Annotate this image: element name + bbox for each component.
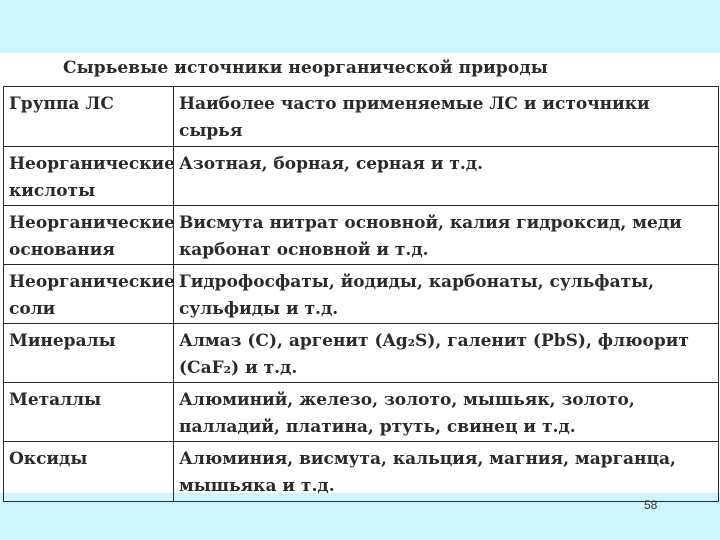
group-cell: Минералы xyxy=(4,324,174,383)
raw-materials-table xyxy=(3,86,719,502)
table-row xyxy=(4,147,719,206)
group-cell: Оксиды xyxy=(4,442,174,502)
table-row xyxy=(4,206,719,265)
sources-cell: Алюминия, висмута, кальция, магния, марганца, мышьяка и т.д. xyxy=(174,442,719,502)
header-sources-cell: Наиболее часто применяемые ЛС и источники сырья xyxy=(174,87,719,147)
table-title: Сырьевые источники неорганической природы xyxy=(63,58,548,78)
table-row xyxy=(4,383,719,442)
table-row xyxy=(4,442,719,502)
group-cell: Металлы xyxy=(4,383,174,442)
header-group-cell: Группа ЛС xyxy=(4,87,174,147)
sources-cell: Гидрофосфаты, йодиды, карбонаты, сульфаты, сульфиды и т.д. xyxy=(174,265,719,324)
group-cell: Неорганические основания xyxy=(4,206,174,265)
table-row xyxy=(4,265,719,324)
table-row xyxy=(4,324,719,383)
sources-cell: Алмаз (C), аргенит (Ag₂S), галенит (PbS), флюорит (CaF₂) и т.д. xyxy=(174,324,719,383)
page-number: 58 xyxy=(644,498,658,512)
group-cell: Неорганические кислоты xyxy=(4,147,174,206)
sources-cell: Азотная, борная, серная и т.д. xyxy=(174,147,719,206)
group-cell: Неорганические соли xyxy=(4,265,174,324)
table-header-row xyxy=(4,87,719,147)
sources-cell: Висмута нитрат основной, калия гидроксид, меди карбонат основной и т.д. xyxy=(174,206,719,265)
sources-cell: Алюминий, железо, золото, мышьяк, золото, палладий, платина, ртуть, свинец и т.д. xyxy=(174,383,719,442)
